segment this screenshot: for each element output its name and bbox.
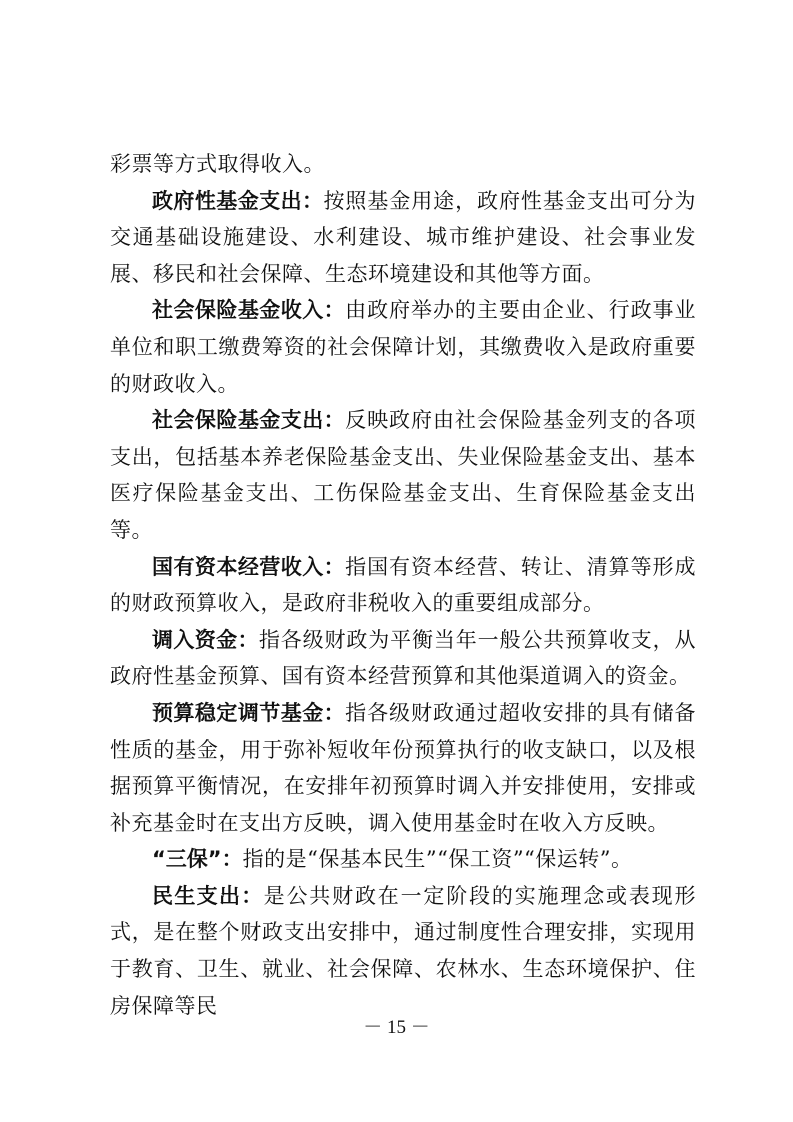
- paragraph-6: [110, 695, 696, 841]
- glossary-term: 社会保险基金支出：: [152, 408, 346, 433]
- paragraph-5: [110, 622, 696, 695]
- glossary-term: 民生支出：: [152, 883, 264, 908]
- paragraph-text: 指的是“保基本民生”“保工资”“保运转”。: [242, 847, 633, 872]
- paragraph-text: 反映政府由社会保险基金列支的各项支出，包括基本养老保险基金支出、失业保险基金支出、基本医疗保险基金支出、工伤保险基金支出、生育保险基金支出等。: [110, 408, 696, 542]
- paragraph-4: [110, 549, 696, 622]
- paragraph-1: [110, 183, 696, 293]
- glossary-term: 政府性基金支出：: [152, 188, 324, 213]
- paragraph-3: [110, 402, 696, 548]
- glossary-term: 国有资本经营收入：: [152, 554, 346, 579]
- paragraph-text: 指各级财政为平衡当年一般公共预算收支，从政府性基金预算、国有资本经营预算和其他渠道调入的资金。: [110, 627, 696, 689]
- glossary-term: 社会保险基金收入：: [152, 298, 346, 323]
- paragraph-0: [110, 146, 696, 183]
- paragraph-text: 指国有资本经营、转让、清算等形成的财政预算收入，是政府非税收入的重要组成部分。: [110, 554, 696, 616]
- paragraph-text: 按照基金用途，政府性基金支出可分为交通基础设施建设、水利建设、城市维护建设、社会事业发展、移民和社会保障、生态环境建设和其他等方面。: [110, 188, 696, 286]
- body-text: [110, 146, 696, 1024]
- paragraph-text: 彩票等方式取得收入。: [110, 152, 325, 176]
- paragraph-text: 指各级财政通过超收安排的具有储备性质的基金，用于弥补短收年份预算执行的收支缺口，以及根据预算平衡情况，在安排年初预算时调入并安排使用，安排或补充基金时在支出方反映，调入使用基金时在收入方反映。: [110, 700, 696, 835]
- glossary-term: 调入资金：: [152, 627, 259, 652]
- page-number: － 15 －: [363, 1017, 430, 1038]
- paragraph-text: 由政府举办的主要由企业、行政事业单位和职工缴费筹资的社会保障计划，其缴费收入是政府重要的财政收入。: [110, 298, 696, 396]
- glossary-term: 预算稳定调节基金：: [152, 700, 346, 725]
- glossary-term: “三保”：: [152, 847, 243, 872]
- paragraph-text: 是公共财政在一定阶段的实施理念或表现形式，是在整个财政支出安排中，通过制度性合理安排，实现用于教育、卫生、就业、社会保障、农林水、生态环境保护、住房保障等民: [110, 883, 697, 1018]
- paragraph-7: [110, 841, 696, 878]
- paragraph-8: [110, 878, 696, 1024]
- paragraph-2: [110, 292, 696, 402]
